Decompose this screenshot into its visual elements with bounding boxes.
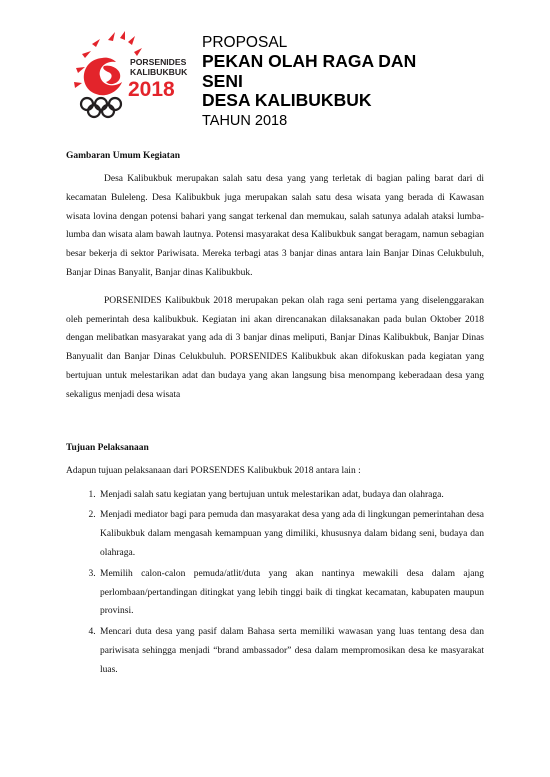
logo-text-line2: KALIBUKBUK xyxy=(130,67,188,77)
list-item: 3. Memilih calon-calon pemuda/atlit/duta yang akan nantinya mewakili desa dalam ajang perlombaan/pertandingan ditingkat yang lebih tinggi baik di tingkat kecamatan, kabupaten maupun provinsi. xyxy=(98,565,484,621)
title-line-1: PEKAN OLAH RAGA DAN xyxy=(202,51,417,71)
document-body xyxy=(66,150,484,682)
logo-year: 2018 xyxy=(128,78,175,101)
section-title-gambaran: Gambaran Umum Kegiatan xyxy=(66,151,180,161)
list-item: 2. Menjadi mediator bagi para pemuda dan masyarakat desa yang ada di lingkungan pemerintahan desa Kalibukbuk dalam mengasah kemampuan yang dimiliki, khususnya dalam bidang seni, budaya dan olahraga. xyxy=(98,506,484,562)
proposal-label: PROPOSAL xyxy=(202,34,288,51)
logo-emblem xyxy=(62,30,190,122)
logo-text-line1: PORSENIDES xyxy=(130,57,187,67)
porsenides-logo xyxy=(62,30,190,122)
paragraph-1: Desa Kalibukbuk merupakan salah satu desa yang yang terletak di bagian paling barat dari di kecamatan Buleleng. Desa Kalibukbuk juga merupakan salah satu desa wisata yang berada di Kawasan wisata lovina dengan potensi bahari yang sangat terkenal dan memukau, salah satunya adalah ataksi lumba-lumba dan wisata alam bawah lautnya. Potensi masyarakat desa Kalibukbuk sangat beragam, namun sebagian besar bekerja di sektor Pariwisata. Mereka terbagi atas 3 banjar dinas antara lain Banjar Dinas Celukbuluh, Banjar Dinas Banyalit, Banjar dinas Kalibukbuk. xyxy=(66,174,484,278)
year-label: TAHUN 2018 xyxy=(202,112,288,129)
tujuan-intro: Adapun tujuan pelaksanaan dari PORSENDES Kalibukbuk 2018 antara lain : xyxy=(66,465,361,476)
document-header xyxy=(202,34,416,130)
title-line-2: SENI xyxy=(202,70,243,91)
list-item: 4. Mencari duta desa yang pasif dalam Bahasa serta memiliki wawasan yang luas tentang desa dan pariwisata sehingga menjadi “brand ambassador” desa dalam mempromosikan desa ke masyarakat luas. xyxy=(98,623,484,679)
title-line-3: DESA KALIBUKBUK xyxy=(202,90,372,110)
tujuan-list xyxy=(66,486,484,680)
list-item: 1. Menjadi salah satu kegiatan yang bertujuan untuk melestarikan adat, budaya dan olahraga. xyxy=(98,486,484,505)
section-title-tujuan: Tujuan Pelaksanaan xyxy=(66,442,149,453)
olympic-rings-icon xyxy=(81,98,121,117)
paragraph-2: PORSENIDES Kalibukbuk 2018 merupakan pekan olah raga seni pertama yang diselenggarakan oleh pemerintah desa kalibukbuk. Kegiatan ini akan direncanakan dilaksanakan pada bulan Oktober 2018 dengan melibatkan masyarakat yang ada di 3 banjar dinas meliputi, Banjar Dinas Kalibukbuk, Banjar Dinas Banyualit dan Banjar Dinas Celukbuluh. PORSENIDES Kalibukbuk akan difokuskan pada kegiatan yang bertujuan untuk melestarikan adat dan budaya yang akan langsung bisa menompang keberadaan desa yang sekaligus menjadi desa wisata xyxy=(66,295,484,400)
